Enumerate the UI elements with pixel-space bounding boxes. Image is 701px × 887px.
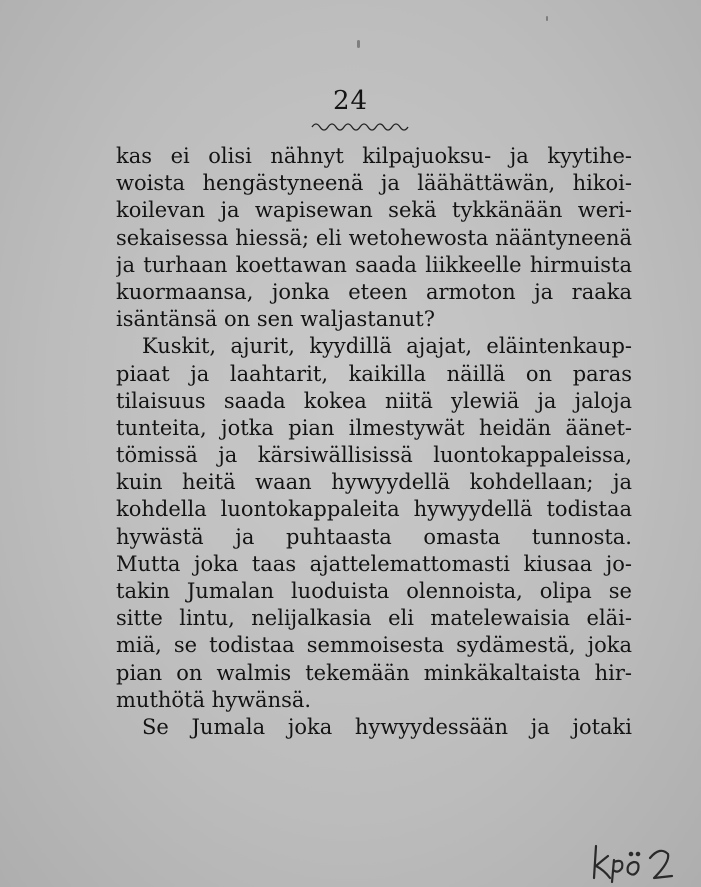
ink-speck [357,40,360,48]
text-line: takin Jumalan luoduista olennoista, olipa se [116,579,632,603]
text-line: pian on walmis tekemään minkäkaltaista hir- [116,660,632,685]
text-line: Mutta joka taas ajattelemattomasti kiusaa jo- [116,551,632,576]
text-line: kuormaansa, jonka eteen armoton ja raaka [116,279,632,304]
text-line: hywästä ja puhtaasta omasta tunnosta. [116,524,632,549]
text-line: woista hengästyneenä ja läähättäwän, hikoi- [116,171,632,196]
ink-speck [546,16,548,21]
text-line: Kuskit, ajurit, kyydillä ajajat, eläintenkaup- [142,334,632,359]
text-line: kas ei olisi nähnyt kilpajuoksu- ja kyytihe- [116,144,632,168]
text-line: piaat ja laahtarit, kaikilla näillä on paras [116,361,632,386]
text-line: kuin heitä waan hywyydellä kohdellaan; ja [116,470,632,495]
text-line: muthötä hywänsä. [116,687,312,712]
text-line: sekaisessa hiessä; eli wetohewosta nääntyneenä [116,225,632,250]
text-line: ja turhaan koettawan saada liikkeelle hirmuista [116,252,632,277]
text-line: sitte lintu, nelijalkasia eli matelewaisia eläi- [116,606,632,631]
text-line: tömissä ja kärsiwällisissä luontokappaleissa, [116,443,632,468]
page-number: 24 [332,86,369,116]
text-line: miä, se todistaa semmoisesta sydämestä, joka [116,633,632,658]
handwritten-pencil-note [590,838,700,884]
text-line: tunteita, jotka pian ilmestywät heidän äänet- [116,415,632,440]
text-line: koilevan ja wapisewan sekä tykkänään weri- [116,198,632,223]
text-line: kohdella luontokappaleita hywyydellä todistaa [116,497,632,522]
wavy-rule-ornament [310,118,410,132]
text-line: isäntänsä on sen waljastanut? [116,307,435,332]
body-text [116,143,632,741]
text-line: tilaisuus saada kokea niitä ylewiä ja jaloja [116,388,632,413]
text-line: Se Jumala joka hywyydessään ja jotaki [142,714,632,739]
